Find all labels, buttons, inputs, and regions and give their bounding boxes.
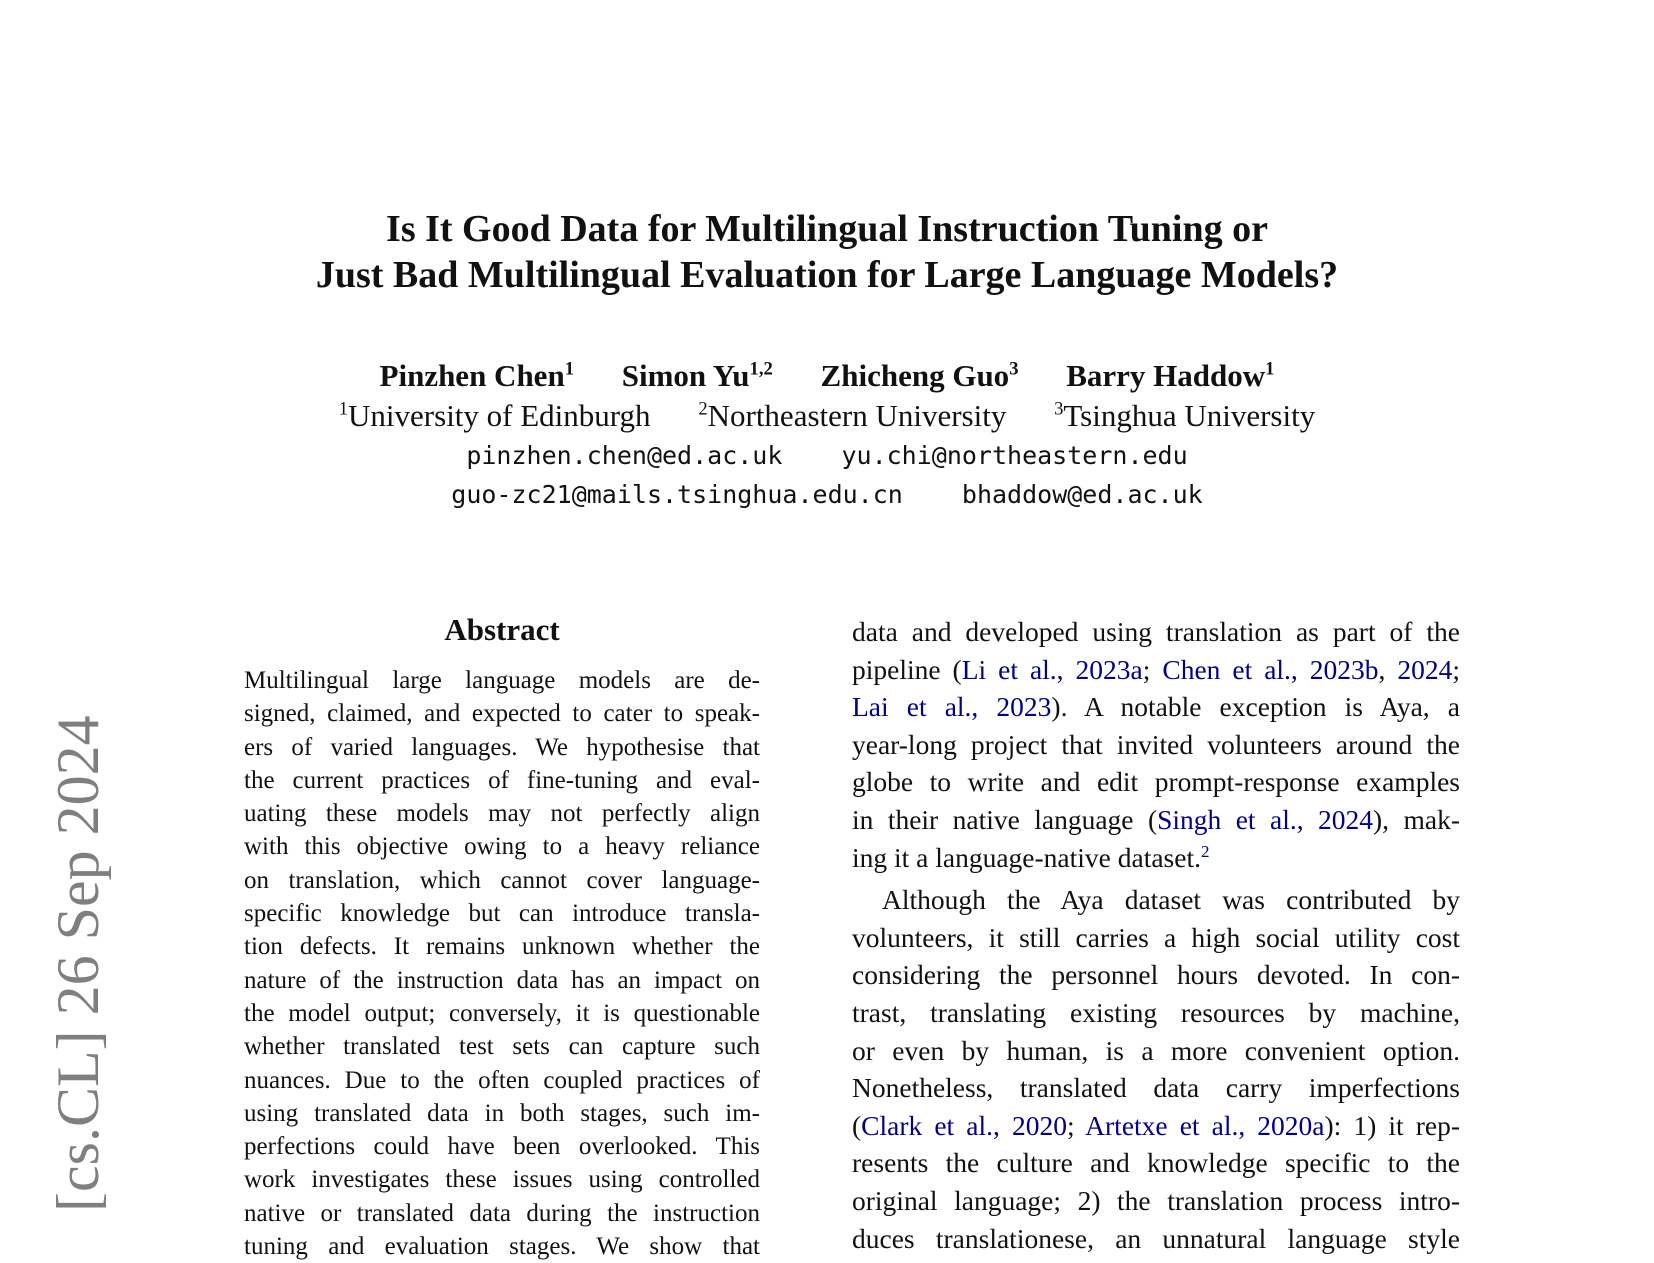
body-line: trast, translating existing resources by machine, (852, 996, 1460, 1028)
affiliation: $^1$University of Edinburgh (338, 398, 651, 433)
abstract-line: perfections could have been overlooked. This (244, 1133, 760, 1161)
title-line-1: Is It Good Data for Multilingual Instruction Tuning or (386, 208, 1268, 250)
body-line: pipeline (Li et al., 2023a; Chen et al., 2023b, 2024; (852, 653, 1461, 685)
body-line: Nonetheless, translated data carry imperfections (852, 1072, 1460, 1104)
citation-link[interactable]: Li et al., 2023a (961, 653, 1143, 685)
email-row-2 (0, 477, 1654, 513)
abstract-body (244, 664, 760, 1263)
body-line: data and developed using translation as part of the (852, 616, 1460, 647)
body-line: considering the personnel hours devoted. In con- (852, 959, 1460, 991)
abstract-line: with this objective owing to a heavy reliance (244, 833, 760, 861)
citation-link[interactable]: Singh et al., 2024 (1157, 803, 1374, 835)
body-line: volunteers, it still carries a high social utility cost (852, 921, 1460, 953)
paper-title (0, 206, 1654, 298)
body-line: ing it a language-native dataset.$^2$ (852, 841, 1210, 873)
body-line: Lai et al., 2023). A notable exception is Aya, a (852, 691, 1460, 723)
abstract-line: uating these models may not perfectly align (244, 800, 760, 828)
body-line: in their native language (Singh et al., 2024), mak- (852, 803, 1460, 835)
footnote-link[interactable]: 2 (1200, 841, 1210, 861)
abstract-line: tuning and evaluation stages. We show that (244, 1233, 760, 1261)
email: guo-zc21@mails.tsinghua.edu.cn (451, 480, 903, 509)
affiliation: $^3$Tsinghua University (1054, 398, 1316, 433)
citation-link[interactable]: 2024 (1397, 653, 1453, 685)
body-line: or even by human, is a more convenient option. (852, 1034, 1460, 1066)
abstract-line: tion defects. It remains unknown whether the (244, 933, 760, 961)
author: Barry Haddow$^1$ (1066, 358, 1275, 393)
body-line: duces translationese, an unnatural language style (852, 1222, 1460, 1254)
affiliation-list (0, 398, 1654, 434)
email-row-1 (0, 438, 1654, 474)
abstract-line: Multilingual large language models are de- (244, 667, 760, 694)
abstract-line: signed, claimed, and expected to cater to speak- (244, 700, 760, 728)
affiliation: $^2$Northeastern University (698, 398, 1007, 433)
author: Pinzhen Chen$^1$ (379, 358, 574, 393)
citation-link[interactable]: Lai et al., 2023 (852, 691, 1052, 723)
abstract-line: work investigates these issues using controlled (244, 1166, 760, 1194)
abstract-heading: Abstract (444, 612, 560, 647)
body-line: Although the Aya dataset was contributed by (882, 884, 1460, 916)
citation-link[interactable]: Clark et al., 2020 (861, 1109, 1067, 1141)
body-line: original language; 2) the translation process intro- (852, 1184, 1460, 1216)
author: Zhicheng Guo$^3$ (820, 358, 1019, 393)
author-list (0, 358, 1654, 394)
abstract-line: the model output; conversely, it is questionable (244, 999, 760, 1027)
abstract-line: the current practices of fine-tuning and eval- (244, 766, 760, 794)
email: yu.chi@northeastern.edu (841, 441, 1188, 470)
body-line: globe to write and edit prompt-response examples (852, 766, 1460, 798)
body-line: year-long project that invited volunteers around the (852, 728, 1460, 760)
abstract-line: specific knowledge but can introduce transla- (244, 900, 760, 928)
citation-link[interactable]: Chen et al., 2023b (1162, 653, 1379, 685)
abstract-line: on translation, which cannot cover language- (244, 866, 760, 894)
body-line: resents the culture and knowledge specific to the (852, 1147, 1460, 1179)
abstract-line: whether translated test sets can capture such (244, 1033, 760, 1061)
right-column-body (852, 613, 1460, 1257)
author: Simon Yu$^{1,2}$ (621, 358, 773, 393)
title-line-2: Just Bad Multilingual Evaluation for Large Language Models? (315, 254, 1339, 296)
abstract-line: native or translated data during the instruction (244, 1199, 760, 1227)
body-line: (Clark et al., 2020; Artetxe et al., 2020a): 1) it rep- (852, 1109, 1460, 1141)
abstract-line: nuances. Due to the often coupled practices of (244, 1066, 760, 1094)
abstract-line: ers of varied languages. We hypothesise that (244, 733, 760, 761)
email: bhaddow@ed.ac.uk (961, 480, 1203, 509)
abstract-line: nature of the instruction data has an impact on (244, 966, 760, 994)
arxiv-side-stamp: [cs.CL] 26 Sep 2024 (45, 715, 111, 1212)
abstract-line: using translated data in both stages, such im- (244, 1099, 760, 1127)
email: pinzhen.chen@ed.ac.uk (466, 441, 783, 470)
citation-link[interactable]: Artetxe et al., 2020a (1085, 1109, 1325, 1141)
